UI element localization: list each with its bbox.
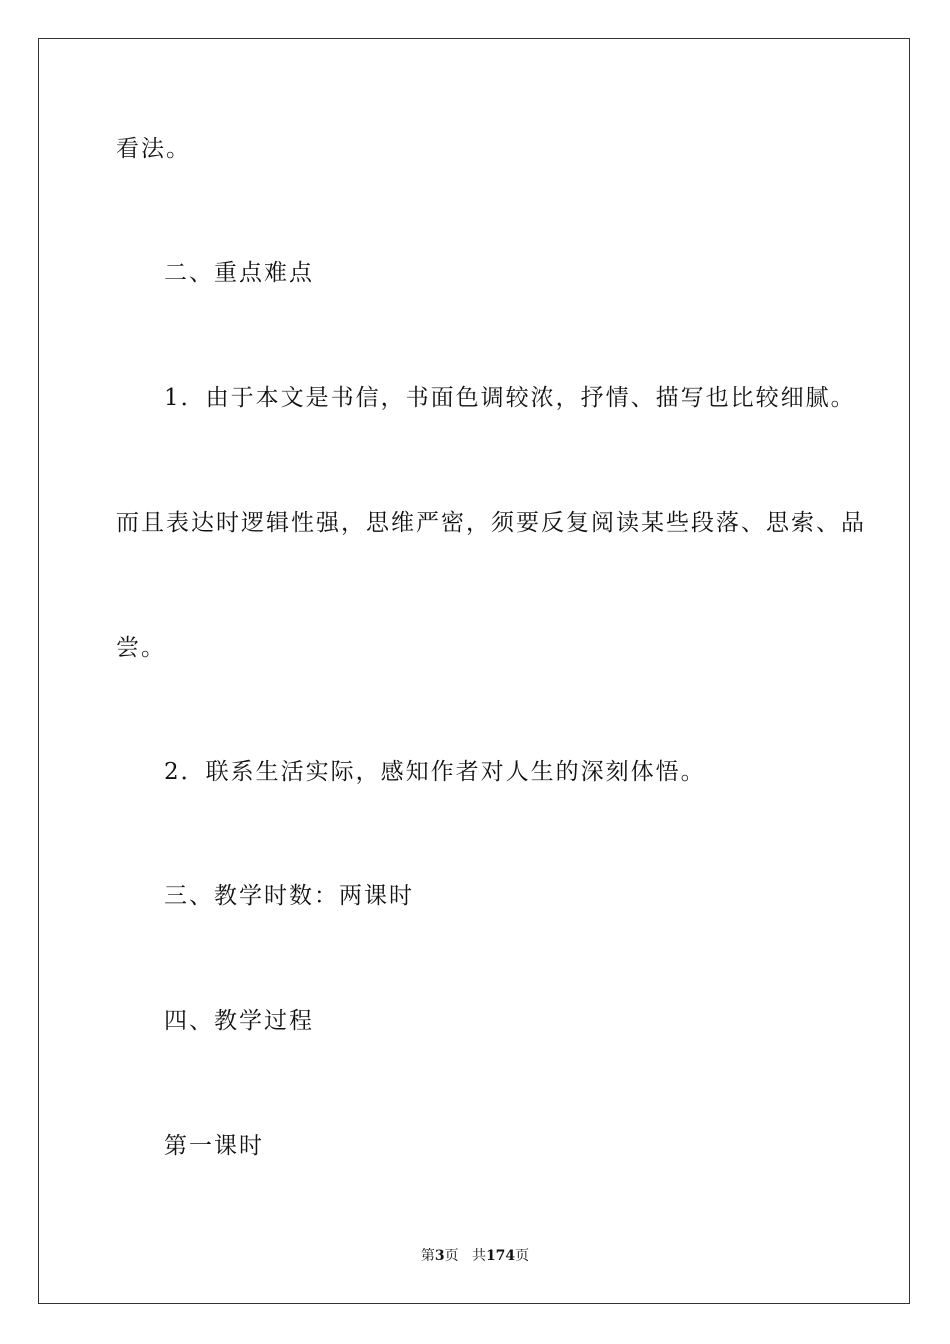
footer-total-pages: 174 [485, 1248, 516, 1264]
footer-page-number: 3 [434, 1248, 445, 1264]
paragraph-point-1: 1．由于本文是书信，书面色调较浓，抒情、描写也比较细腻。 [164, 385, 856, 411]
section-heading-key-points: 二、重点难点 [164, 260, 314, 286]
footer-page-prefix: 第 [420, 1248, 435, 1264]
page-border [38, 38, 910, 1304]
subheading-first-lesson: 第一课时 [164, 1133, 264, 1159]
paragraph-point-1-continued: 而且表达时逻辑性强，思维严密，须要反复阅读某些段落、思索、品 [116, 510, 866, 536]
paragraph-point-2: 2．联系生活实际，感知作者对人生的深刻体悟。 [164, 759, 706, 785]
paragraph-point-1-end: 尝。 [116, 635, 166, 661]
section-heading-teaching-process: 四、教学过程 [164, 1008, 314, 1034]
footer-total-prefix: 共 [471, 1248, 486, 1264]
footer-page-suffix: 页 [444, 1248, 459, 1264]
page-footer [0, 1246, 950, 1266]
section-heading-class-hours: 三、教学时数：两课时 [164, 883, 414, 909]
paragraph-continuation: 看法。 [116, 136, 191, 162]
footer-total-suffix: 页 [515, 1248, 530, 1264]
